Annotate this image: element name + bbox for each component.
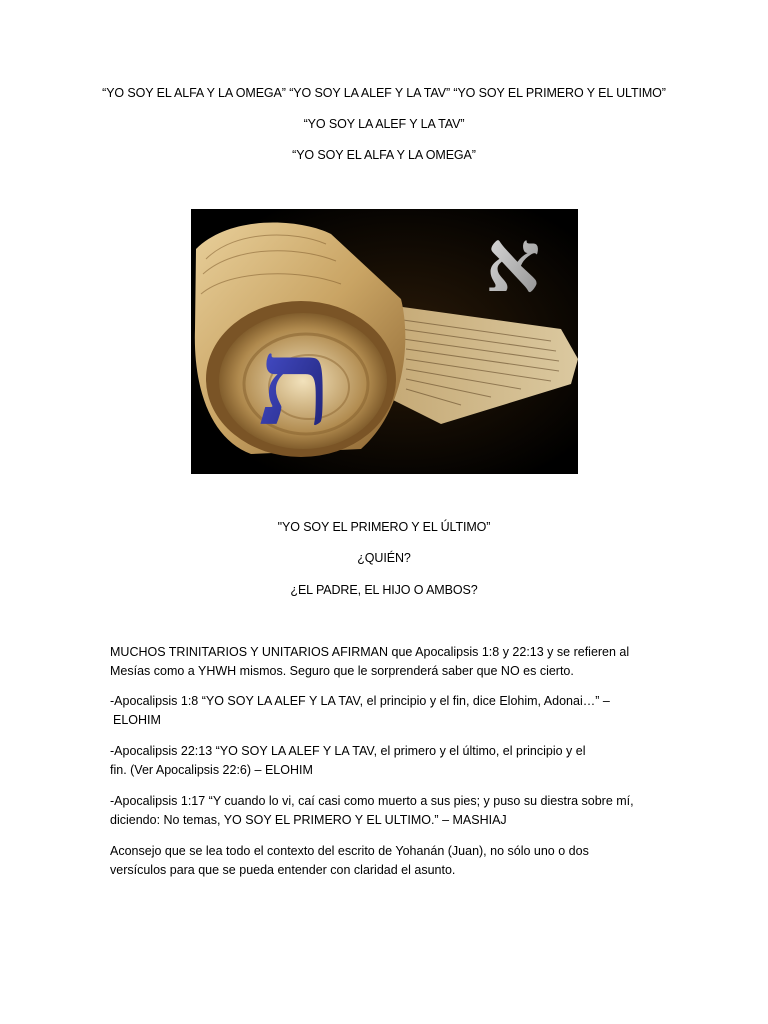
verse-rev-22-13 [110,742,670,780]
verse-rev-1-17-line-2: diciendo: No temas, YO SOY EL PRIMERO Y EL ULTIMO.” – MASHIAJ [110,813,507,827]
advice-line-2: versículos para que se pueda entender con claridad el asunto. [110,863,456,877]
subheader-line-3: ¿EL PADRE, EL HIJO O AMBOS? [290,583,478,597]
tav-icon: ת [258,312,332,453]
subheader-line-2: ¿QUIÉN? [357,551,411,565]
scroll-image [191,209,578,474]
intro-line-2: Mesías como a YHWH mismos. Seguro que le sorprenderá saber que NO es cierto. [110,664,574,678]
header-line-3: “YO SOY EL ALFA Y LA OMEGA” [292,148,476,162]
alef-icon: א [485,211,541,312]
subheader-line-1: "YO SOY EL PRIMERO Y EL ÚLTIMO” [277,520,491,534]
header-line-2: “YO SOY LA ALEF Y LA TAV” [303,117,465,131]
advice-paragraph [110,842,670,880]
intro-line-1: MUCHOS TRINITARIOS Y UNITARIOS AFIRMAN que Apocalipsis 1:8 y 22:13 y se refieren al [110,645,630,659]
verse-rev-1-8 [110,692,670,730]
verse-rev-1-17-line-1: -Apocalipsis 1:17 “Y cuando lo vi, caí casi como muerto a sus pies; y puso su diestra sobre mí, [110,794,634,808]
verse-rev-1-8-line-2: ELOHIM [113,713,161,727]
verse-rev-1-17 [110,792,670,830]
verse-rev-22-13-line-2: fin. (Ver Apocalipsis 22:6) – ELOHIM [110,763,313,777]
verse-rev-22-13-line-1: -Apocalipsis 22:13 “YO SOY LA ALEF Y LA TAV, el primero y el último, el principio y el [110,744,586,758]
intro-paragraph [110,643,670,681]
header-line-1: “YO SOY EL ALFA Y LA OMEGA” “YO SOY LA ALEF Y LA TAV” “YO SOY EL PRIMERO Y EL ULTIMO” [102,86,666,100]
verse-rev-1-8-line-1: -Apocalipsis 1:8 “YO SOY LA ALEF Y LA TAV, el principio y el fin, dice Elohim, Adonai…” – [110,694,610,708]
scroll-illustration [191,209,578,474]
advice-line-1: Aconsejo que se lea todo el contexto del escrito de Yohanán (Juan), no sólo uno o dos [110,844,589,858]
